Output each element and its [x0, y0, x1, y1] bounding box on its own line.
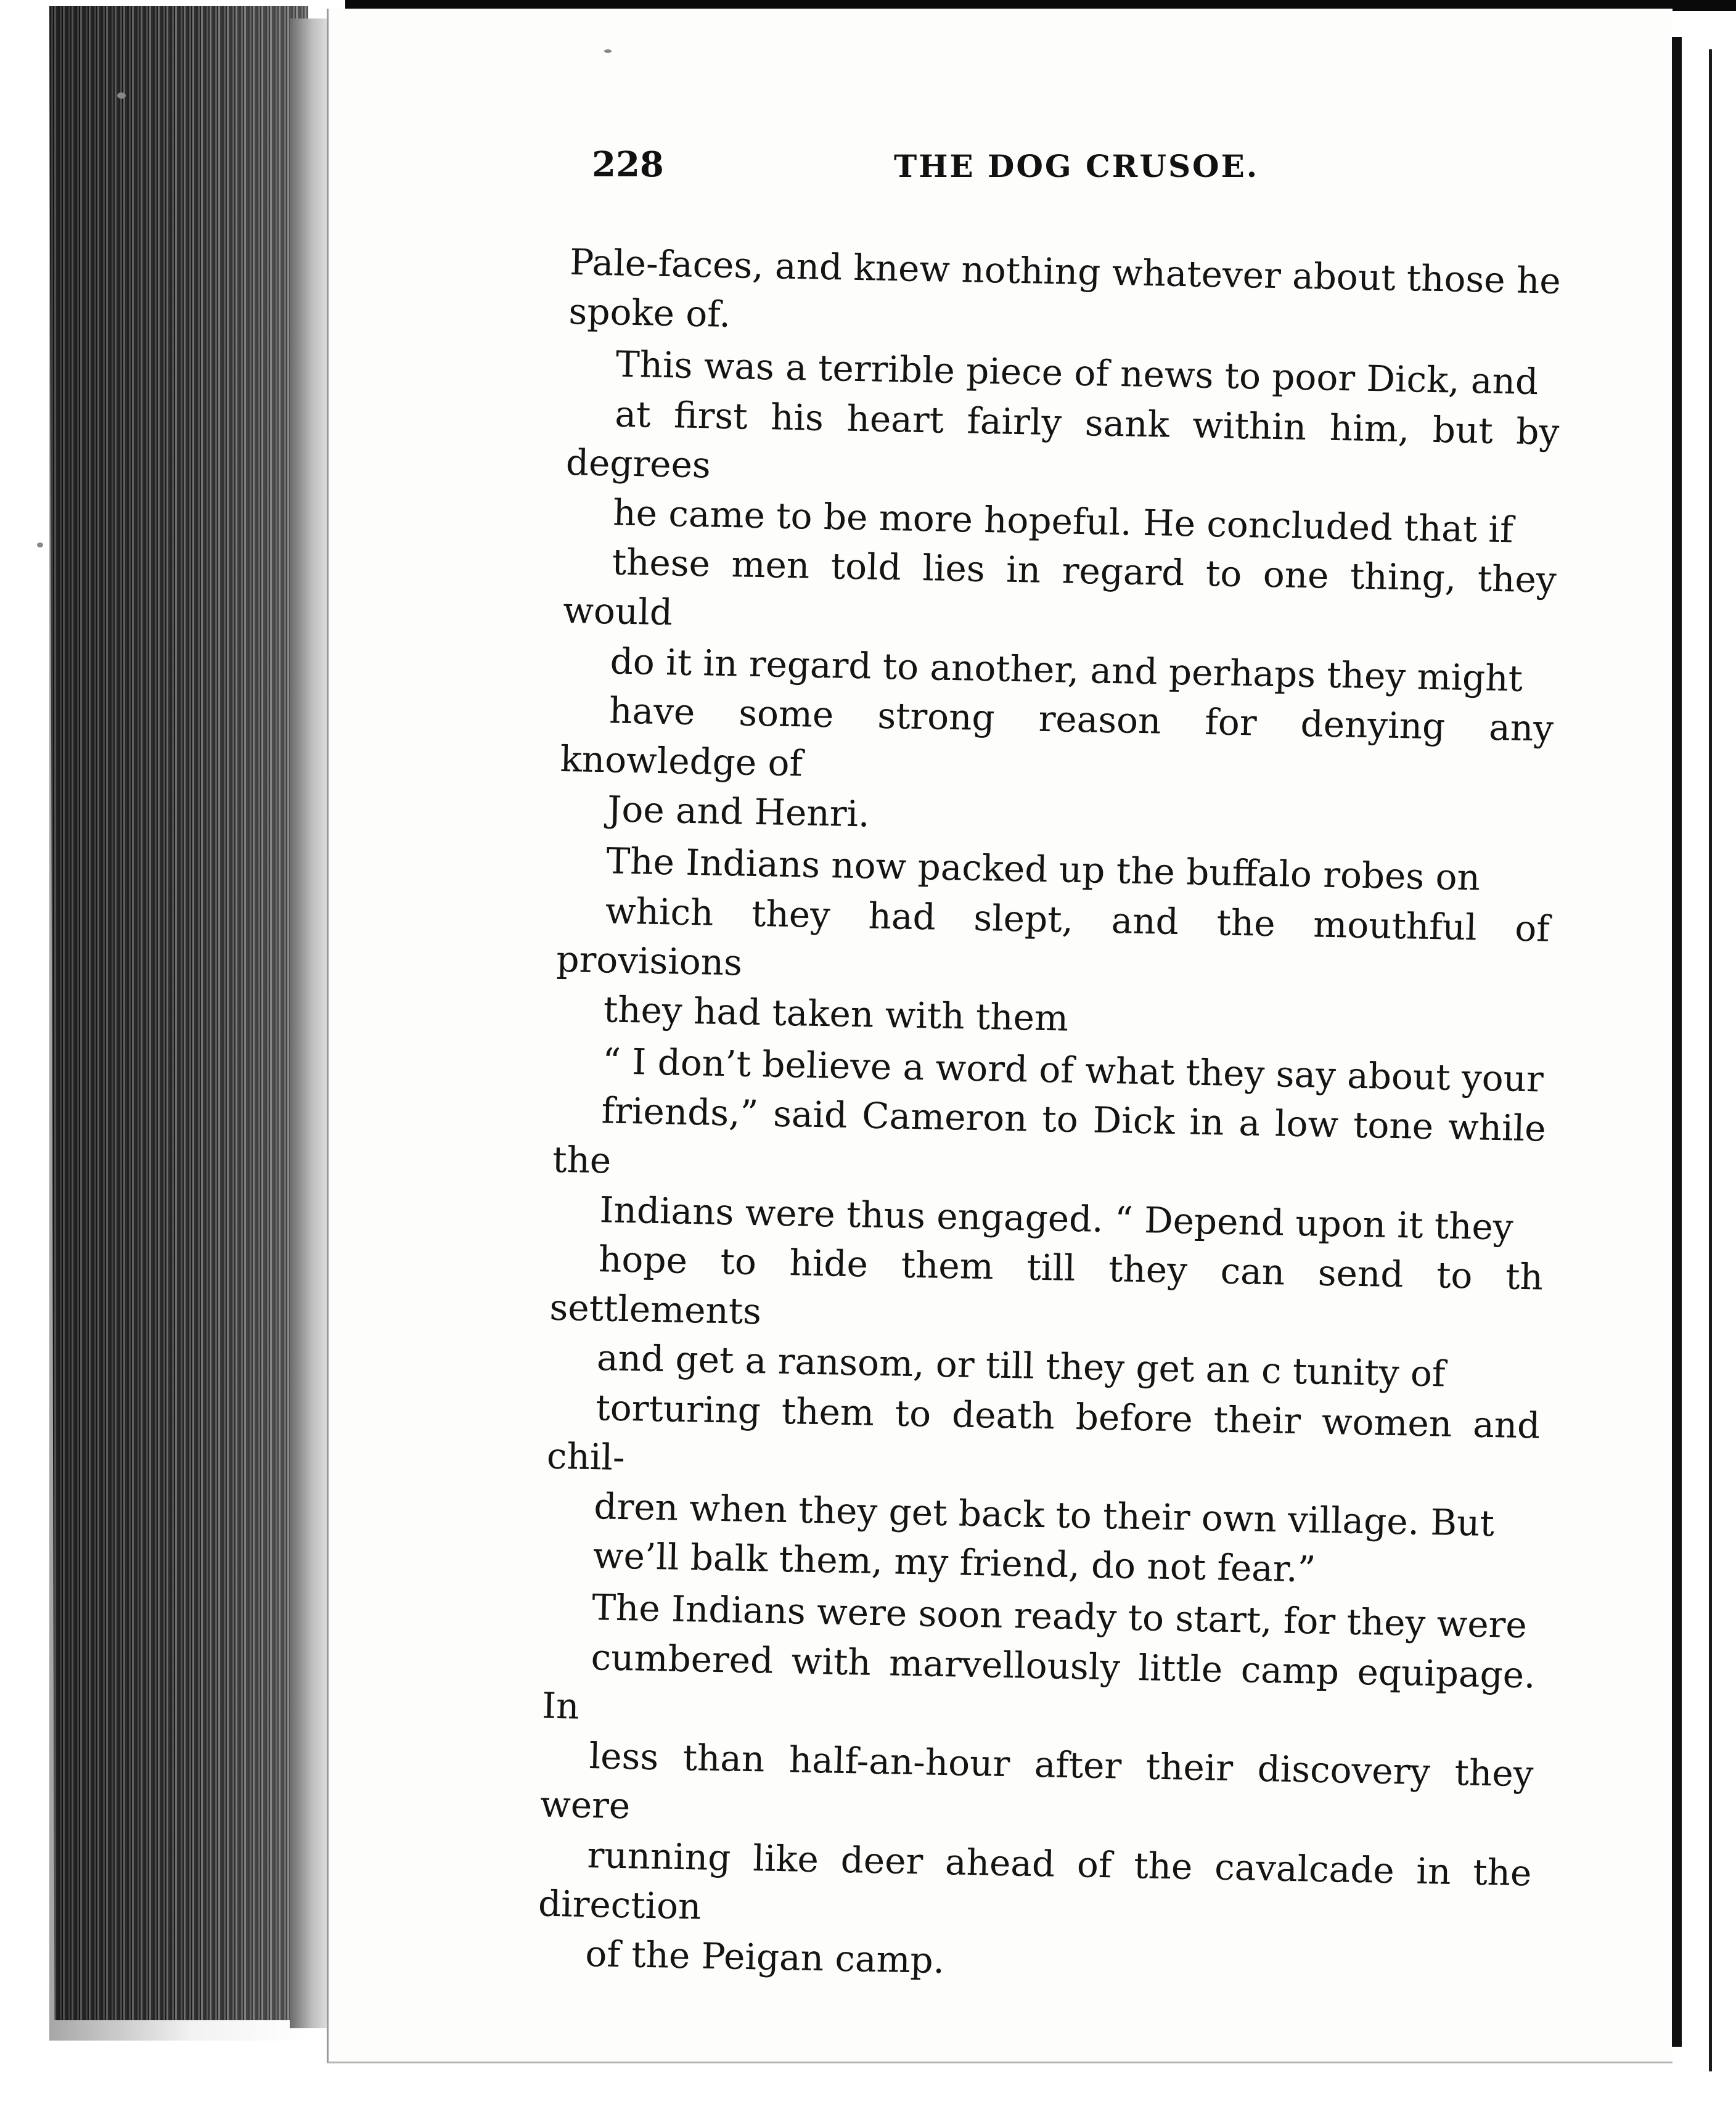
text-line: “ I don’t believe a word of what they say about your — [602, 1040, 1544, 1100]
text-line: This was a terrible piece of news to poor Dick, and — [615, 343, 1539, 403]
text-line: of the Peigan camp. — [584, 1932, 945, 1982]
text-line: The Indians now packed up the buffalo robes on — [605, 840, 1481, 899]
page-number: 228 — [592, 144, 664, 185]
right-page-shadow — [1672, 37, 1682, 2047]
right-edge-line — [1709, 49, 1712, 2071]
paragraph-3 — [555, 835, 1551, 1052]
text-line: at first his heart fairly sank within him, but by degrees — [565, 393, 1560, 486]
binding-margin — [0, 0, 49, 2101]
text-line: spoke of. — [568, 290, 731, 336]
paragraph-4 — [544, 1036, 1547, 1599]
text-line: The Indians were soon ready to start, for they were — [591, 1586, 1528, 1647]
text-line: he came to be more hopeful. He concluded that if — [612, 491, 1514, 551]
page-gutter-shadow — [290, 18, 327, 2028]
paragraph-5 — [537, 1582, 1537, 1996]
scan-speck — [117, 92, 126, 99]
text-line: torturing them to death before their women and chil- — [546, 1386, 1541, 1478]
paragraph-1 — [568, 237, 1563, 355]
text-line: less than half-an-hour after their discovery they were — [539, 1735, 1534, 1827]
text-line: cumbered with marvellously little camp equipage. In — [541, 1636, 1536, 1727]
running-title: THE DOG CRUSOE. — [894, 148, 1259, 184]
text-line: running like deer ahead of the cavalcade in the direction — [538, 1833, 1533, 1928]
scan-speck — [37, 543, 43, 547]
body-text — [537, 237, 1563, 1999]
text-line: these men told lies in regard to one thing, they would — [562, 541, 1557, 634]
fore-edge-shading — [49, 6, 308, 2041]
text-line: and get a ransom, or till they get an c tunity of — [596, 1337, 1446, 1396]
text-line: which they had slept, and the mouthful of provisions — [555, 889, 1550, 984]
text-line: dren when they get back to their own village. But — [593, 1485, 1495, 1545]
text-line: we’ll balk them, my friend, do not fear.” — [592, 1534, 1316, 1591]
text-line: hope to hide them till they can send to th settlements — [549, 1238, 1544, 1333]
text-line: they had taken with them — [603, 988, 1069, 1039]
text-line: Pale-faces, and knew nothing whatever about those he — [569, 240, 1562, 302]
text-line: have some strong reason for denying any knowledge of — [560, 689, 1554, 785]
paragraph-2 — [559, 338, 1560, 852]
page-header — [592, 142, 1276, 197]
text-line: friends,” said Cameron to Dick in a low tone while the — [552, 1089, 1547, 1182]
text-line: Joe and Henri. — [607, 788, 870, 835]
text-line: Indians were thus engaged. “ Depend upon it they — [599, 1189, 1514, 1248]
scan-speck — [604, 49, 612, 53]
text-line: do it in regard to another, and perhaps they might — [610, 640, 1523, 700]
